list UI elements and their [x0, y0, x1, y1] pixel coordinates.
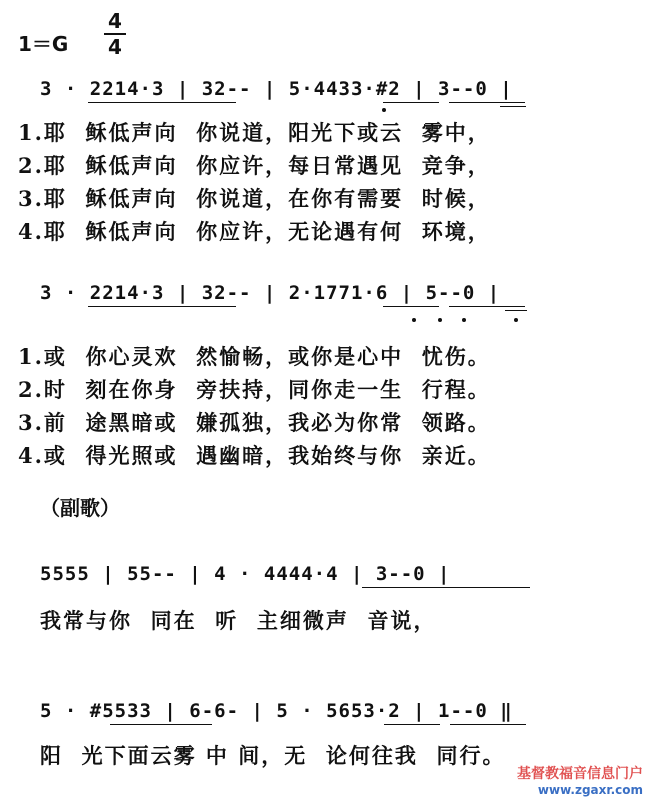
underline — [88, 102, 148, 103]
underline — [505, 310, 527, 311]
lyric-2-3: 3.前 途黑暗或 嫌孤独，我必为你常 领路。 — [18, 410, 491, 435]
octave-dot — [438, 318, 442, 322]
time-signature-top: 4 — [108, 9, 122, 33]
notation-line-1: 3 · 2214·3 | 32-- | 5·4433·#2 | 3--0 | — [40, 78, 513, 100]
underline — [148, 102, 236, 103]
underline — [450, 587, 530, 588]
lyric-2-4: 4.或 得光照或 遇幽暗，我始终与你 亲近。 — [18, 443, 491, 468]
lyric-1-1: 1.耶 稣低声向 你说道，阳光下或云 雾中， — [18, 120, 491, 145]
underline — [450, 724, 526, 725]
time-signature — [104, 10, 126, 58]
watermark — [517, 766, 643, 798]
notation-chorus-1: 5555 | 55-- | 4 · 4444·4 | 3--0 | — [40, 563, 451, 585]
underline — [383, 102, 439, 103]
notation-chorus-2: 5 · #5533 | 6-6- | 5 · 5653·2 | 1--0 ‖ — [40, 700, 513, 722]
lyric-1-4: 4.耶 稣低声向 你应许，无论遇有何 环境， — [18, 219, 491, 244]
underline — [384, 724, 440, 725]
underline — [383, 306, 439, 307]
underline — [88, 306, 148, 307]
octave-dot — [514, 318, 518, 322]
octave-dot — [412, 318, 416, 322]
lyric-chorus-2: 阳 光下面云雾 中 间，无 论何往我 同行。 — [40, 743, 506, 768]
chorus-label: （副歌） — [40, 496, 120, 520]
notation-line-2: 3 · 2214·3 | 32-- | 2·1771·6 | 5--0 | — [40, 282, 501, 304]
lyric-2-1: 1.或 你心灵欢 然愉畅，或你是心中 忧伤。 — [18, 344, 491, 369]
underline — [148, 306, 236, 307]
lyric-2-2: 2.时 刻在你身 旁扶持，同你走一生 行程。 — [18, 377, 491, 402]
octave-dot — [382, 108, 386, 112]
watermark-url: www.zgaxr.com — [537, 783, 643, 797]
time-signature-bottom: 4 — [108, 35, 122, 59]
lyric-1-3: 3.耶 稣低声向 你说道，在你有需要 时候， — [18, 186, 491, 211]
underline — [362, 587, 450, 588]
underline — [449, 306, 525, 307]
underline — [500, 106, 526, 107]
lyric-1-2: 2.耶 稣低声向 你应许，每日常遇见 竞争， — [18, 153, 491, 178]
lyric-chorus-1: 我常与你 同在 听 主细微声 音说， — [40, 608, 437, 633]
underline — [449, 102, 525, 103]
key-signature: 1＝G — [18, 32, 69, 56]
underline — [110, 724, 212, 725]
octave-dot — [462, 318, 466, 322]
watermark-text: 基督教福音信息门户 — [517, 766, 643, 782]
